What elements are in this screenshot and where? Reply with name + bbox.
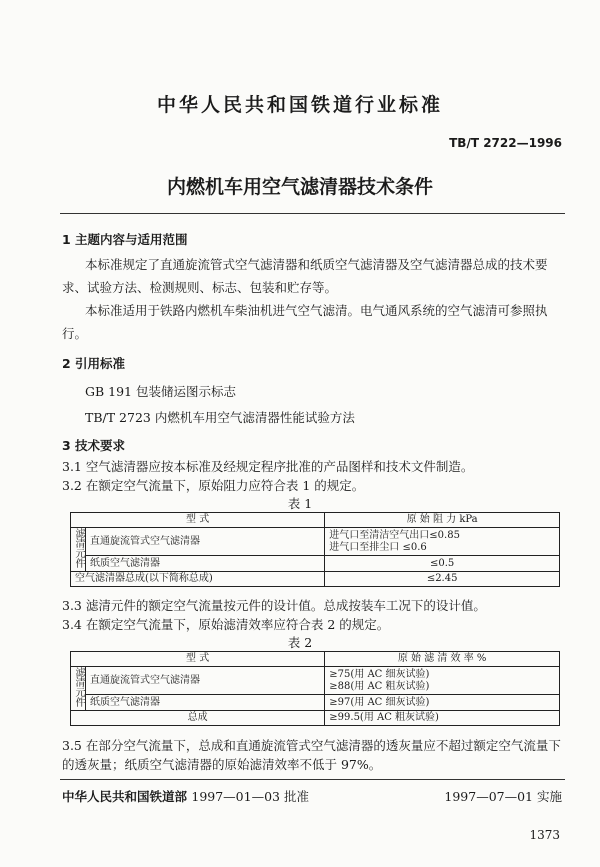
section-3-heading: 3 技术要求	[62, 438, 126, 453]
clause-3-4: 3.4 在额定空气流量下，原始滤清效率应符合表 2 的规定。	[62, 617, 390, 632]
clause-3-3: 3.3 滤清元件的额定空气流量按元件的设计值。总成按装车工况下的设计值。	[62, 598, 486, 613]
clause-3-5-cont: 的透灰量；纸质空气滤清器的原始滤清效率不低于 97%。	[62, 757, 382, 772]
table-header: 原 始 阻 力 kPa	[325, 513, 560, 528]
cell-line: 进气口至排尘口 ≤0.6	[329, 541, 427, 553]
paragraph: 本标准适用于铁路内燃机车柴油机进气空气滤清。电气通风系统的空气滤清可参照执	[85, 303, 548, 318]
table-header: 型 式	[71, 652, 325, 667]
table-cell	[325, 667, 560, 695]
clause-3-2: 3.2 在额定空气流量下，原始阻力应符合表 1 的规定。	[62, 478, 365, 493]
table-cell: ≤0.5	[325, 556, 560, 572]
standard-code: TB/T 2722—1996	[449, 136, 562, 150]
table-cell: 纸质空气滤清器	[86, 695, 325, 711]
table-cell: 直通旋流管式空气滤清器	[86, 667, 325, 695]
group-label	[71, 667, 86, 711]
table-cell: 直通旋流管式空气滤清器	[86, 528, 325, 556]
effective-date: 1997—07—01 实施	[444, 789, 562, 804]
section-1-heading: 1 主题内容与适用范围	[62, 232, 188, 247]
table-2-caption: 表 2	[287, 635, 313, 650]
table-1	[70, 512, 560, 587]
table-cell: 总成	[71, 711, 325, 726]
paragraph: 本标准规定了直通旋流管式空气滤清器和纸质空气滤清器及空气滤清器总成的技术要	[85, 257, 548, 272]
table-header: 型 式	[71, 513, 325, 528]
paragraph: 行。	[62, 326, 88, 341]
table-2	[70, 651, 560, 726]
page-number: 1373	[529, 828, 560, 842]
table-header: 原 始 滤 清 效 率 %	[325, 652, 560, 667]
table-cell	[325, 528, 560, 556]
group-label	[71, 528, 86, 572]
group-label-text: 滤清元件	[73, 528, 84, 568]
divider	[60, 213, 565, 214]
reference-item: GB 191 包装储运图示标志	[85, 384, 236, 399]
paragraph: 求、试验方法、检测规则、标志、包装和贮存等。	[62, 280, 338, 295]
table-1-caption: 表 1	[287, 496, 313, 511]
table-cell: ≤2.45	[325, 572, 560, 587]
issuer	[62, 789, 309, 804]
table-cell: 纸质空气滤清器	[86, 556, 325, 572]
section-2-heading: 2 引用标准	[62, 356, 126, 371]
table-cell: ≥99.5(用 AC 粗灰试验)	[325, 711, 560, 726]
org-title: 中华人民共和国铁道行业标准	[156, 94, 443, 116]
cell-line: ≥88(用 AC 粗灰试验)	[329, 680, 430, 692]
table-cell: 空气滤清器总成(以下简称总成)	[71, 572, 325, 587]
doc-title: 内燃机车用空气滤清器技术条件	[166, 176, 433, 198]
group-label-text: 滤清元件	[73, 667, 84, 707]
clause-3-1: 3.1 空气滤清器应按本标准及经规定程序批准的产品图样和技术文件制造。	[62, 459, 474, 474]
table-cell: ≥97(用 AC 细灰试验)	[325, 695, 560, 711]
reference-item: TB/T 2723 内燃机车用空气滤清器性能试验方法	[85, 410, 355, 425]
issuer-name: 中华人民共和国铁道部	[62, 789, 188, 804]
approval-date: 1997—01—03 批准	[191, 789, 309, 804]
cell-line: 进气口至清洁空气出口≤0.85	[329, 529, 460, 541]
cell-line: ≥75(用 AC 细灰试验)	[329, 668, 430, 680]
divider	[60, 779, 565, 780]
clause-3-5: 3.5 在部分空气流量下，总成和直通旋流管式空气滤清器的透灰量应不超过额定空气流量下	[62, 738, 561, 753]
